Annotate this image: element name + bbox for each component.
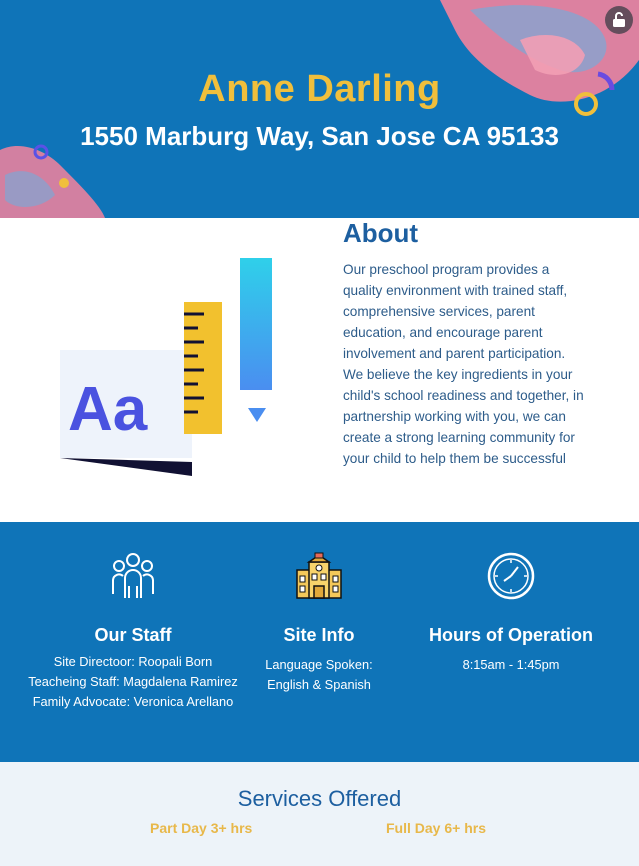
page-title: Anne Darling (198, 68, 441, 110)
unlock-icon (612, 12, 626, 28)
staff-line: Teacheing Staff: Magdalena Ramirez (28, 674, 238, 689)
about-section (0, 218, 639, 522)
site-address: 1550 Marburg Way, San Jose CA 95133 (80, 121, 559, 151)
info-section (0, 522, 639, 762)
font-ruler-illustration (58, 256, 278, 476)
service-item: Part Day 3+ hrs (150, 820, 253, 836)
staff-title: Our Staff (94, 625, 172, 645)
site-info-line: English & Spanish (267, 677, 371, 692)
people-icon (110, 552, 156, 602)
staff-line: Family Advocate: Veronica Arellano (32, 694, 234, 709)
header-banner (0, 0, 639, 218)
staff-line: Site Directoor: Roopali Born (53, 654, 213, 669)
school-building-icon (295, 552, 343, 600)
about-heading: About (343, 218, 419, 248)
hours-line: 8:15am - 1:45pm (462, 657, 560, 672)
site-info-line: Language Spoken: (265, 657, 373, 672)
illustration-text: Aa (68, 375, 148, 444)
lock-button[interactable] (605, 6, 633, 34)
hours-title: Hours of Operation (428, 625, 593, 645)
services-section (0, 762, 639, 866)
service-item: Full Day 6+ hrs (386, 820, 486, 836)
about-description: Our preschool program provides a quality environment with trained staff, comprehensive services, parent education, and encourage parent involvement and parent participation. We believe the key ingredients in your child's school readiness and together, in partnership working with you, we can create a strong learning community for your child to help them be successful (343, 262, 584, 466)
site-info-title: Site Info (283, 625, 355, 645)
clock-icon (487, 552, 535, 600)
services-title: Services Offered (237, 786, 402, 811)
